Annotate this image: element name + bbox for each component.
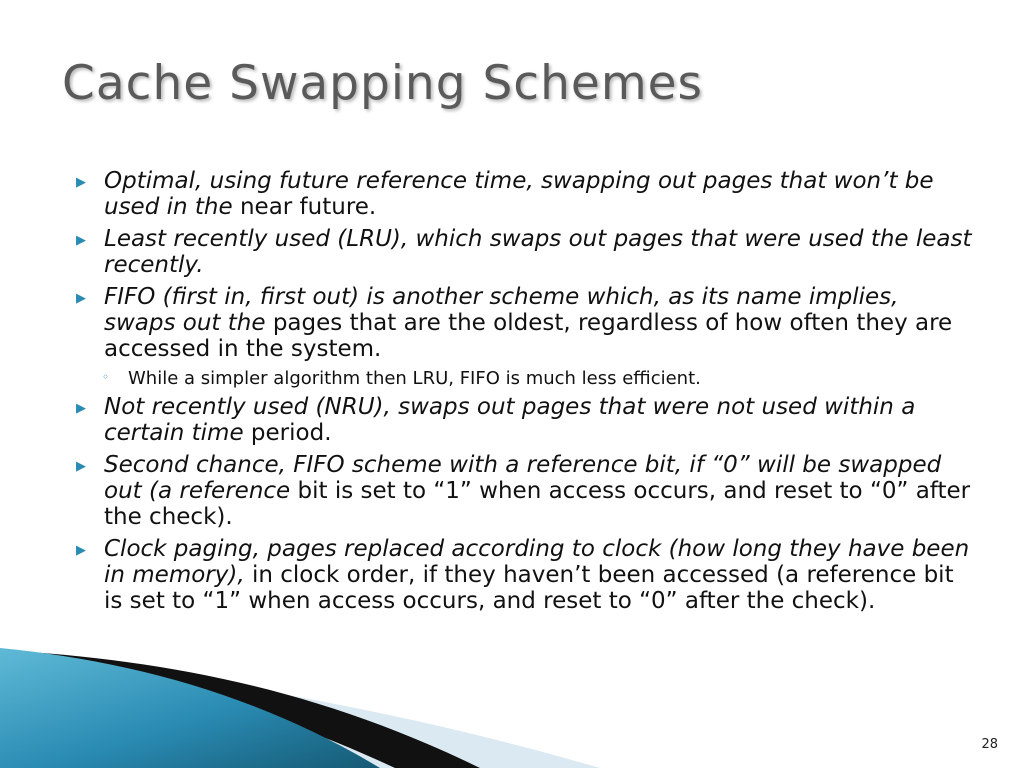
bullet-item xyxy=(76,284,976,362)
bullet-text-italic: FIFO (first in, first out) is another scheme which, as its name implies, swaps out the xyxy=(104,284,899,336)
bullet-text xyxy=(104,452,976,530)
triangle-right-icon: ▶ xyxy=(76,233,86,248)
bullet-item xyxy=(76,536,976,614)
bullet-text xyxy=(104,284,976,362)
triangle-right-icon: ▶ xyxy=(76,291,86,306)
bullet-text xyxy=(104,536,976,614)
bullet-list xyxy=(76,168,976,620)
bullet-text-normal: pages that are the oldest, regardless of how often they are accessed in the system. xyxy=(104,310,953,362)
hollow-circle-icon: ◦ xyxy=(102,370,110,384)
bullet-text-normal: in clock order, if they haven’t been accessed (a reference bit is set to “1” when access occurs, and reset to “0” after the check). xyxy=(104,562,954,614)
bullet-text-normal: bit is set to “1” when access occurs, and reset to “0” after the check). xyxy=(104,478,971,530)
bullet-text-italic: Least recently used (LRU), which swaps out pages that were used the least recently. xyxy=(104,226,972,278)
bullet-item xyxy=(76,452,976,530)
bullet-item xyxy=(76,226,976,278)
triangle-right-icon: ▶ xyxy=(76,459,86,474)
bullet-text xyxy=(104,226,976,278)
bullet-text xyxy=(104,394,976,446)
bullet-text-italic: Not recently used (NRU), swaps out pages that were not used within a certain time xyxy=(104,394,916,446)
sub-bullet-text: While a simpler algorithm then LRU, FIFO is much less efficient. xyxy=(128,368,701,389)
bullet-text xyxy=(104,168,976,220)
triangle-right-icon: ▶ xyxy=(76,175,86,190)
triangle-right-icon: ▶ xyxy=(76,543,86,558)
bullet-item xyxy=(76,168,976,220)
page-number: 28 xyxy=(981,737,998,752)
bullet-text-italic: Second chance, FIFO scheme with a reference bit, if “0” will be swapped out (a reference xyxy=(104,452,942,504)
bullet-text-normal: near future. xyxy=(232,194,377,220)
bullet-item xyxy=(76,394,976,446)
triangle-right-icon: ▶ xyxy=(76,401,86,416)
bullet-text-normal: period. xyxy=(243,420,332,446)
sub-bullet-item xyxy=(102,368,976,390)
bullet-text-italic: Clock paging, pages replaced according to clock (how long they have been in memory), xyxy=(104,536,970,588)
bullet-text-italic: Optimal, using future reference time, swapping out pages that won’t be used in the xyxy=(104,168,934,220)
slide-title: Cache Swapping Schemes xyxy=(62,56,704,111)
